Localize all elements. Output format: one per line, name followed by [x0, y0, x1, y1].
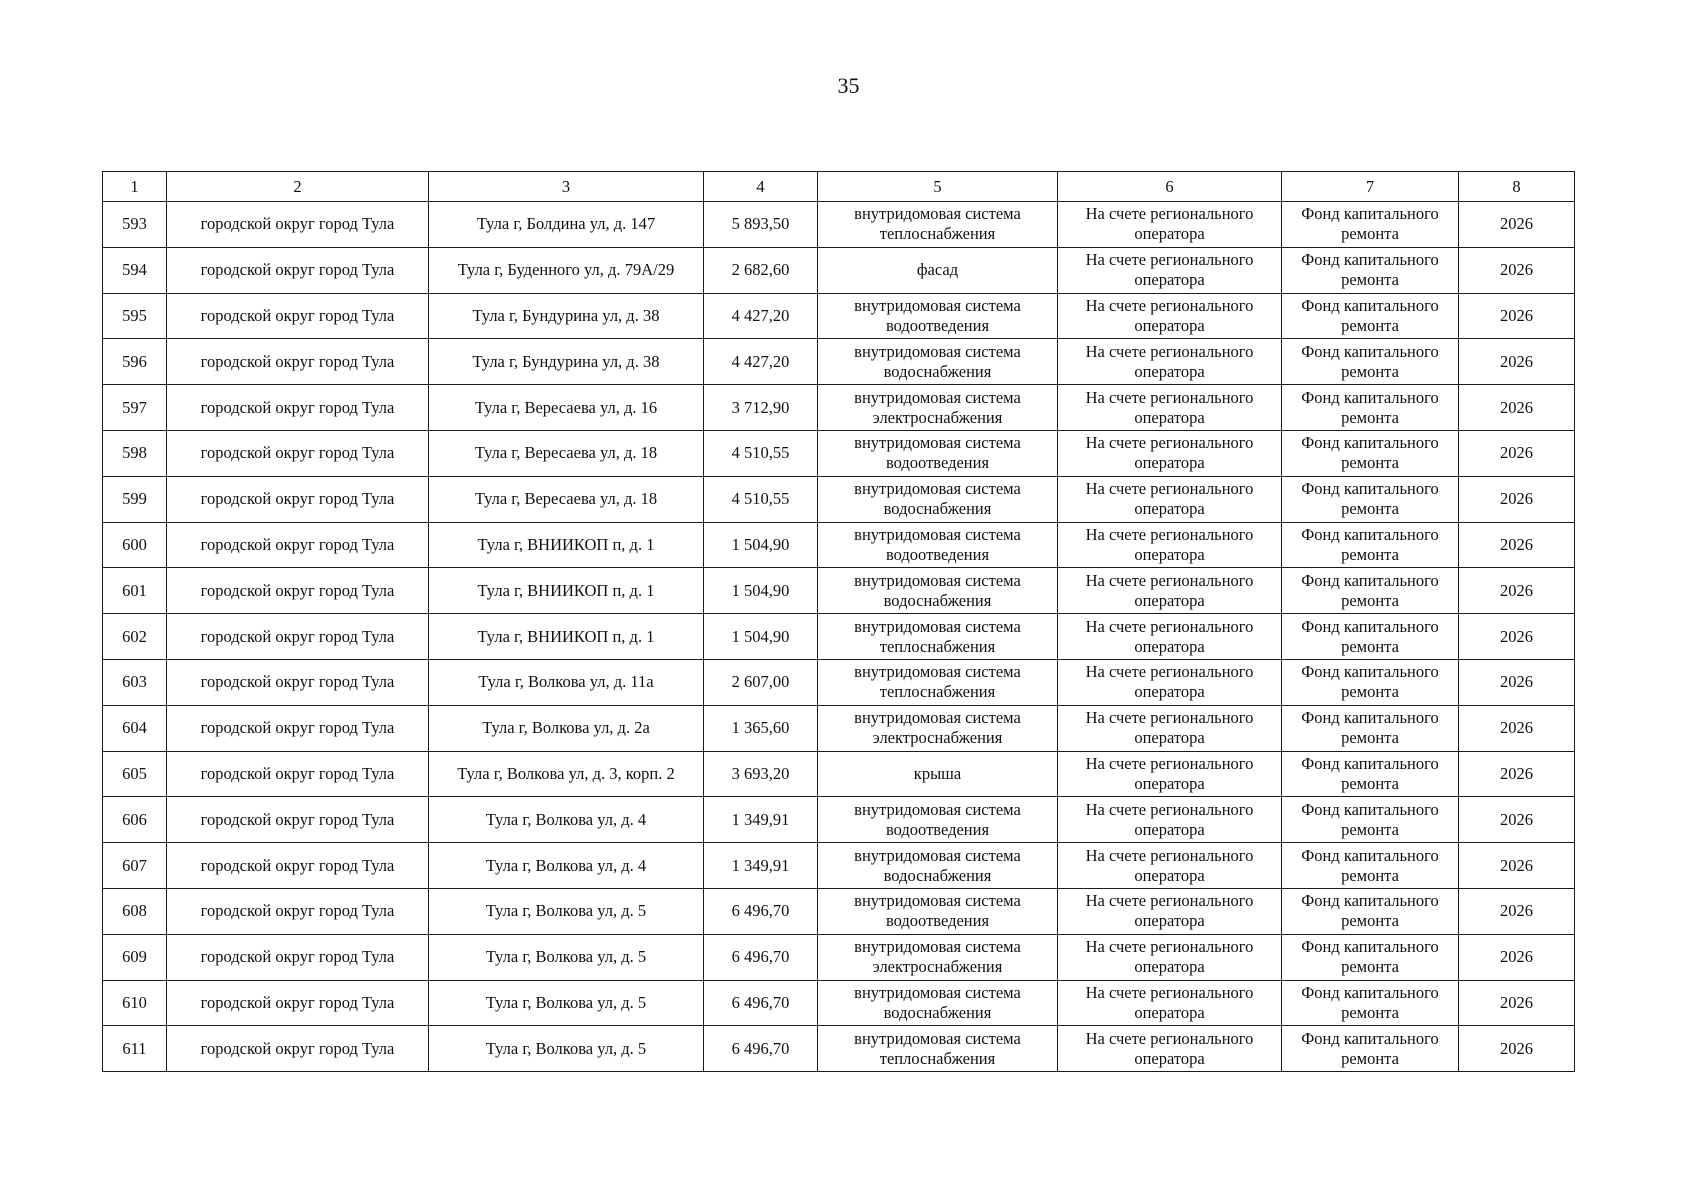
- fund-method-cell: На счете регионального оператора: [1058, 934, 1282, 980]
- area-cell: 3 693,20: [704, 751, 818, 797]
- fund-method-cell: На счете регионального оператора: [1058, 476, 1282, 522]
- funding-source-cell: Фонд капитального ремонта: [1282, 659, 1459, 705]
- fund-method-cell: На счете регионального оператора: [1058, 430, 1282, 476]
- address-cell: Тула г, ВНИИКОП п, д. 1: [429, 568, 704, 614]
- year-cell: 2026: [1459, 614, 1575, 660]
- table-row: [103, 202, 1575, 248]
- year-cell: 2026: [1459, 339, 1575, 385]
- fund-method-cell: На счете регионального оператора: [1058, 705, 1282, 751]
- row-number-cell: 605: [103, 751, 167, 797]
- work-type-cell: внутридомовая система теплоснабжения: [818, 1026, 1058, 1072]
- address-cell: Тула г, Волкова ул, д. 4: [429, 843, 704, 889]
- row-number-cell: 607: [103, 843, 167, 889]
- fund-method-cell: На счете регионального оператора: [1058, 980, 1282, 1026]
- municipality-cell: городской округ город Тула: [167, 659, 429, 705]
- area-cell: 1 504,90: [704, 568, 818, 614]
- municipality-cell: городской округ город Тула: [167, 247, 429, 293]
- row-number-cell: 595: [103, 293, 167, 339]
- area-cell: 4 427,20: [704, 339, 818, 385]
- address-cell: Тула г, Вересаева ул, д. 16: [429, 385, 704, 431]
- work-type-cell: внутридомовая система теплоснабжения: [818, 614, 1058, 660]
- year-cell: 2026: [1459, 934, 1575, 980]
- area-cell: 1 504,90: [704, 522, 818, 568]
- address-cell: Тула г, Бундурина ул, д. 38: [429, 293, 704, 339]
- area-cell: 6 496,70: [704, 980, 818, 1026]
- area-cell: 2 607,00: [704, 659, 818, 705]
- area-cell: 2 682,60: [704, 247, 818, 293]
- header-row: [103, 172, 1575, 202]
- table-row: [103, 430, 1575, 476]
- table-row: [103, 614, 1575, 660]
- address-cell: Тула г, ВНИИКОП п, д. 1: [429, 614, 704, 660]
- year-cell: 2026: [1459, 430, 1575, 476]
- funding-source-cell: Фонд капитального ремонта: [1282, 293, 1459, 339]
- table-row: [103, 339, 1575, 385]
- table-row: [103, 888, 1575, 934]
- work-type-cell: внутридомовая система водоотведения: [818, 888, 1058, 934]
- area-cell: 6 496,70: [704, 1026, 818, 1072]
- fund-method-cell: На счете регионального оператора: [1058, 751, 1282, 797]
- year-cell: 2026: [1459, 568, 1575, 614]
- header-cell: 6: [1058, 172, 1282, 202]
- work-type-cell: внутридомовая система теплоснабжения: [818, 659, 1058, 705]
- municipality-cell: городской округ город Тула: [167, 522, 429, 568]
- municipality-cell: городской округ город Тула: [167, 888, 429, 934]
- row-number-cell: 597: [103, 385, 167, 431]
- address-cell: Тула г, Вересаева ул, д. 18: [429, 430, 704, 476]
- municipality-cell: городской округ город Тула: [167, 293, 429, 339]
- municipality-cell: городской округ город Тула: [167, 751, 429, 797]
- address-cell: Тула г, Волкова ул, д. 5: [429, 934, 704, 980]
- table-row: [103, 705, 1575, 751]
- address-cell: Тула г, Волкова ул, д. 5: [429, 1026, 704, 1072]
- header-cell: 4: [704, 172, 818, 202]
- municipality-cell: городской округ город Тула: [167, 568, 429, 614]
- year-cell: 2026: [1459, 980, 1575, 1026]
- row-number-cell: 598: [103, 430, 167, 476]
- municipality-cell: городской округ город Тула: [167, 843, 429, 889]
- work-type-cell: внутридомовая система водоснабжения: [818, 980, 1058, 1026]
- municipality-cell: городской округ город Тула: [167, 705, 429, 751]
- row-number-cell: 601: [103, 568, 167, 614]
- fund-method-cell: На счете регионального оператора: [1058, 1026, 1282, 1072]
- table-row: [103, 751, 1575, 797]
- row-number-cell: 594: [103, 247, 167, 293]
- funding-source-cell: Фонд капитального ремонта: [1282, 797, 1459, 843]
- funding-source-cell: Фонд капитального ремонта: [1282, 888, 1459, 934]
- year-cell: 2026: [1459, 843, 1575, 889]
- table-row: [103, 476, 1575, 522]
- municipality-cell: городской округ город Тула: [167, 614, 429, 660]
- row-number-cell: 610: [103, 980, 167, 1026]
- funding-source-cell: Фонд капитального ремонта: [1282, 202, 1459, 248]
- table-row: [103, 293, 1575, 339]
- fund-method-cell: На счете регионального оператора: [1058, 568, 1282, 614]
- address-cell: Тула г, Волкова ул, д. 2а: [429, 705, 704, 751]
- fund-method-cell: На счете регионального оператора: [1058, 339, 1282, 385]
- work-type-cell: внутридомовая система водоотведения: [818, 293, 1058, 339]
- address-cell: Тула г, Волкова ул, д. 3, корп. 2: [429, 751, 704, 797]
- table-row: [103, 980, 1575, 1026]
- funding-source-cell: Фонд капитального ремонта: [1282, 705, 1459, 751]
- row-number-cell: 606: [103, 797, 167, 843]
- table-row: [103, 659, 1575, 705]
- municipality-cell: городской округ город Тула: [167, 476, 429, 522]
- address-cell: Тула г, Болдина ул, д. 147: [429, 202, 704, 248]
- area-cell: 4 510,55: [704, 430, 818, 476]
- address-cell: Тула г, Бундурина ул, д. 38: [429, 339, 704, 385]
- fund-method-cell: На счете регионального оператора: [1058, 522, 1282, 568]
- work-type-cell: внутридомовая система теплоснабжения: [818, 202, 1058, 248]
- header-cell: 2: [167, 172, 429, 202]
- municipality-cell: городской округ город Тула: [167, 1026, 429, 1072]
- year-cell: 2026: [1459, 247, 1575, 293]
- work-type-cell: внутридомовая система водоснабжения: [818, 339, 1058, 385]
- work-type-cell: внутридомовая система электроснабжения: [818, 934, 1058, 980]
- municipality-cell: городской округ город Тула: [167, 385, 429, 431]
- table-row: [103, 568, 1575, 614]
- header-cell: 3: [429, 172, 704, 202]
- address-cell: Тула г, Буденного ул, д. 79А/29: [429, 247, 704, 293]
- year-cell: 2026: [1459, 385, 1575, 431]
- funding-source-cell: Фонд капитального ремонта: [1282, 476, 1459, 522]
- header-cell: 8: [1459, 172, 1575, 202]
- area-cell: 6 496,70: [704, 888, 818, 934]
- work-type-cell: внутридомовая система электроснабжения: [818, 385, 1058, 431]
- area-cell: 1 349,91: [704, 843, 818, 889]
- table-row: [103, 843, 1575, 889]
- work-type-cell: внутридомовая система водоснабжения: [818, 568, 1058, 614]
- municipality-cell: городской округ город Тула: [167, 980, 429, 1026]
- municipality-cell: городской округ город Тула: [167, 202, 429, 248]
- fund-method-cell: На счете регионального оператора: [1058, 797, 1282, 843]
- funding-source-cell: Фонд капитального ремонта: [1282, 843, 1459, 889]
- area-cell: 1 349,91: [704, 797, 818, 843]
- area-cell: 1 504,90: [704, 614, 818, 660]
- table-row: [103, 385, 1575, 431]
- address-cell: Тула г, Волкова ул, д. 4: [429, 797, 704, 843]
- header-cell: 1: [103, 172, 167, 202]
- header-cell: 5: [818, 172, 1058, 202]
- table-row: [103, 934, 1575, 980]
- row-number-cell: 611: [103, 1026, 167, 1072]
- header-cell: 7: [1282, 172, 1459, 202]
- funding-source-cell: Фонд капитального ремонта: [1282, 568, 1459, 614]
- fund-method-cell: На счете регионального оператора: [1058, 614, 1282, 660]
- area-cell: 3 712,90: [704, 385, 818, 431]
- work-type-cell: внутридомовая система водоотведения: [818, 430, 1058, 476]
- table-row: [103, 1026, 1575, 1072]
- row-number-cell: 609: [103, 934, 167, 980]
- work-type-cell: внутридомовая система водоснабжения: [818, 843, 1058, 889]
- year-cell: 2026: [1459, 1026, 1575, 1072]
- funding-source-cell: Фонд капитального ремонта: [1282, 247, 1459, 293]
- work-type-cell: внутридомовая система водоотведения: [818, 797, 1058, 843]
- fund-method-cell: На счете регионального оператора: [1058, 385, 1282, 431]
- year-cell: 2026: [1459, 751, 1575, 797]
- year-cell: 2026: [1459, 888, 1575, 934]
- municipality-cell: городской округ город Тула: [167, 339, 429, 385]
- funding-source-cell: Фонд капитального ремонта: [1282, 385, 1459, 431]
- row-number-cell: 608: [103, 888, 167, 934]
- address-cell: Тула г, Волкова ул, д. 11а: [429, 659, 704, 705]
- address-cell: Тула г, ВНИИКОП п, д. 1: [429, 522, 704, 568]
- area-cell: 6 496,70: [704, 934, 818, 980]
- municipality-cell: городской округ город Тула: [167, 797, 429, 843]
- funding-source-cell: Фонд капитального ремонта: [1282, 751, 1459, 797]
- area-cell: 5 893,50: [704, 202, 818, 248]
- row-number-cell: 603: [103, 659, 167, 705]
- row-number-cell: 602: [103, 614, 167, 660]
- year-cell: 2026: [1459, 476, 1575, 522]
- work-type-cell: внутридомовая система водоснабжения: [818, 476, 1058, 522]
- work-type-cell: внутридомовая система электроснабжения: [818, 705, 1058, 751]
- funding-source-cell: Фонд капитального ремонта: [1282, 934, 1459, 980]
- row-number-cell: 596: [103, 339, 167, 385]
- table-row: [103, 247, 1575, 293]
- funding-source-cell: Фонд капитального ремонта: [1282, 430, 1459, 476]
- area-cell: 4 510,55: [704, 476, 818, 522]
- row-number-cell: 599: [103, 476, 167, 522]
- year-cell: 2026: [1459, 202, 1575, 248]
- row-number-cell: 604: [103, 705, 167, 751]
- area-cell: 1 365,60: [704, 705, 818, 751]
- row-number-cell: 593: [103, 202, 167, 248]
- table-row: [103, 797, 1575, 843]
- fund-method-cell: На счете регионального оператора: [1058, 293, 1282, 339]
- funding-source-cell: Фонд капитального ремонта: [1282, 980, 1459, 1026]
- capital-repair-table: [102, 171, 1575, 1072]
- funding-source-cell: Фонд капитального ремонта: [1282, 614, 1459, 660]
- fund-method-cell: На счете регионального оператора: [1058, 659, 1282, 705]
- funding-source-cell: Фонд капитального ремонта: [1282, 1026, 1459, 1072]
- year-cell: 2026: [1459, 522, 1575, 568]
- fund-method-cell: На счете регионального оператора: [1058, 843, 1282, 889]
- municipality-cell: городской округ город Тула: [167, 430, 429, 476]
- fund-method-cell: На счете регионального оператора: [1058, 202, 1282, 248]
- address-cell: Тула г, Вересаева ул, д. 18: [429, 476, 704, 522]
- funding-source-cell: Фонд капитального ремонта: [1282, 339, 1459, 385]
- table-row: [103, 522, 1575, 568]
- address-cell: Тула г, Волкова ул, д. 5: [429, 888, 704, 934]
- area-cell: 4 427,20: [704, 293, 818, 339]
- work-type-cell: фасад: [818, 247, 1058, 293]
- year-cell: 2026: [1459, 293, 1575, 339]
- work-type-cell: крыша: [818, 751, 1058, 797]
- year-cell: 2026: [1459, 797, 1575, 843]
- municipality-cell: городской округ город Тула: [167, 934, 429, 980]
- funding-source-cell: Фонд капитального ремонта: [1282, 522, 1459, 568]
- fund-method-cell: На счете регионального оператора: [1058, 888, 1282, 934]
- address-cell: Тула г, Волкова ул, д. 5: [429, 980, 704, 1026]
- year-cell: 2026: [1459, 659, 1575, 705]
- work-type-cell: внутридомовая система водоотведения: [818, 522, 1058, 568]
- page-number: 35: [837, 73, 860, 98]
- year-cell: 2026: [1459, 705, 1575, 751]
- fund-method-cell: На счете регионального оператора: [1058, 247, 1282, 293]
- row-number-cell: 600: [103, 522, 167, 568]
